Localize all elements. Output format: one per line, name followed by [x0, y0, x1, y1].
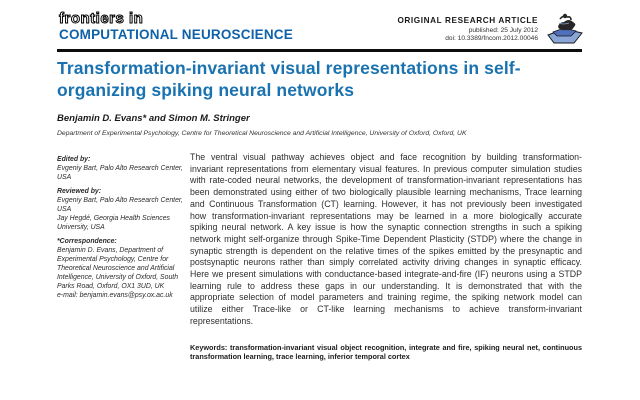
frontiers-books-brain-icon — [546, 10, 584, 46]
edited-by-label: Edited by: — [57, 156, 91, 163]
abstract-column — [190, 152, 582, 362]
correspondence-email: e-mail: benjamin.evans@psy.ox.ac.uk — [57, 292, 173, 299]
doi-text: doi: 10.3389/fncom.2012.00046 — [445, 35, 538, 42]
correspondence-address: Benjamin D. Evans, Department of Experimental Psychology, Centre for Theoretical Neuroscience and Artificial Intelligence, University of Oxford, South Parks Road, Oxford, OX1 3UD, UK — [57, 247, 179, 290]
abstract-text: The ventral visual pathway achieves object and face recognition by building transformation-invariant representations from elementary visual features. In previous computer simulation studies with rate-coded neural networks, the development of transformation-invariant representations has been demonstrated using either of two biologically plausible learning mechanisms, Trace learning and Continuous Transformation (CT) learning. However, it has not previously been investigated how transformation-invariant representations may be learned in a more biologically accurate spiking neural network. A key issue is how the synaptic connection strengths in such a spiking network might self-organize through Spike-Time Dependent Plasticity (STDP) where the change in synaptic strength is dependent on the relative times of the spikes emitted by the presynaptic and postsynaptic neurons rather than simply correlated activity driving changes in synaptic efficacy. Here we present simulations with conductance-based integrate-and-fire (IF) neurons using a STDP learning rule to address these gaps in our understanding. It is demonstrated that with the appropriate selection of model parameters and training regime, the spiking network model can utilize either Trace-like or CT-like learning mechanisms to achieve transform-invariant representations. — [190, 152, 582, 326]
editorial-sidebar — [57, 155, 183, 300]
edited-by-value: Evgeniy Bart, Palo Alto Research Center, USA — [57, 165, 183, 181]
article-title: Transformation-invariant visual representations in self-organizing spiking neural networks — [57, 58, 521, 100]
header-divider — [57, 49, 582, 52]
reviewer-item: Jay Hegdé, Georgia Health Sciences University, USA — [57, 215, 170, 231]
article-meta-block — [397, 16, 538, 42]
journal-name: COMPUTATIONAL NEUROSCIENCE — [59, 27, 293, 42]
frontiers-logo-text: frontiers in — [59, 10, 144, 27]
reviewer-item: Evgeniy Bart, Palo Alto Research Center, USA — [57, 197, 183, 213]
reviewed-by-label: Reviewed by: — [57, 188, 102, 195]
keywords-line: Keywords: transformation-invariant visual object recognition, integrate and fire, spiking neural net, continuous transformation learning, trace learning, inferior temporal cortex — [190, 342, 582, 362]
published-date: published: 25 July 2012 — [468, 26, 538, 34]
article-type-label: ORIGINAL RESEARCH ARTICLE — [397, 16, 538, 25]
correspondence-label: *Correspondence: — [57, 238, 117, 245]
authors-line: Benjamin D. Evans* and Simon M. Stringer — [57, 113, 250, 124]
affiliation-line: Department of Experimental Psychology, Centre for Theoretical Neuroscience and Artificial Intelligence, University of Oxford, Oxford, UK — [57, 130, 467, 137]
